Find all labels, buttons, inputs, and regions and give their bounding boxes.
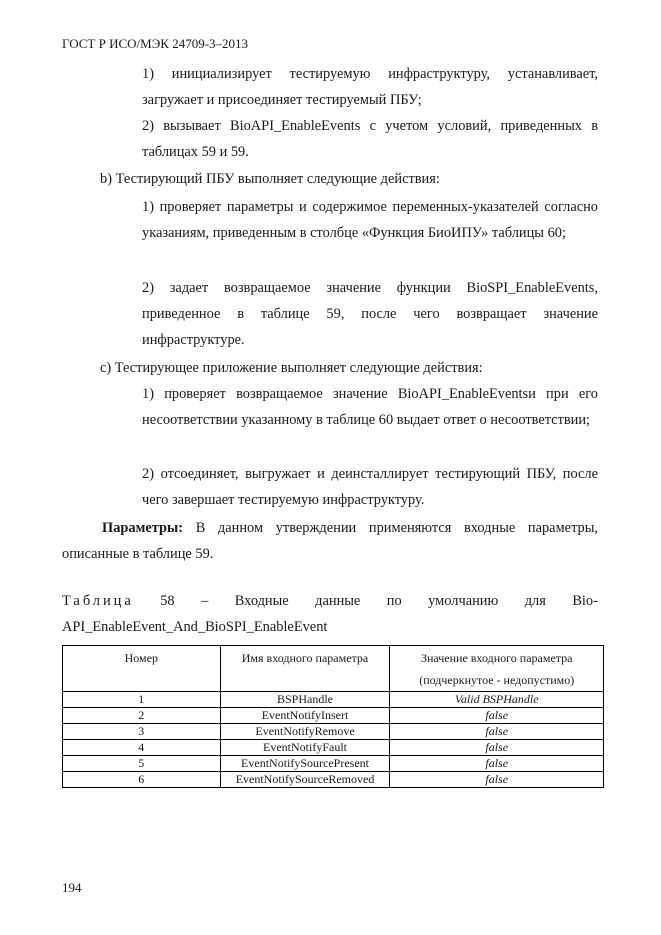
cell-number: 4: [63, 740, 221, 756]
table-row: [63, 772, 604, 788]
cell-param-name: EventNotifySourcePresent: [220, 756, 390, 772]
cell-param-value: false: [390, 772, 604, 788]
paragraph-b2: 2) задает возвращаемое значение функции BioSPI_EnableEvents, приведенное в таблице 59, после чего возвращает значение инфраструктуре.: [142, 280, 598, 348]
parameters-label: Параметры:: [102, 520, 184, 536]
cell-number: 5: [63, 756, 221, 772]
cell-param-name: EventNotifyInsert: [220, 708, 390, 724]
cell-number: 2: [63, 708, 221, 724]
header-param-value: Значение входного параметра (подчеркнутое - недопустимо): [390, 646, 604, 692]
document-header: ГОСТ Р ИСО/МЭК 24709-3–2013: [62, 36, 249, 51]
paragraph-b1: 1) проверяет параметры и содержимое переменных-указателей согласно указаниям, приведенным в столбце «Функция БиоИПУ» таблицы 60;: [142, 199, 598, 241]
caption-word: Таблица: [62, 593, 134, 609]
caption-word: Bio-: [572, 593, 598, 609]
table-row: [63, 724, 604, 740]
header-param-name: Имя входного параметра: [220, 646, 390, 692]
table-caption-line2: API_EnableEvent_And_BioSPI_EnableEvent: [62, 619, 328, 635]
paragraph-c2: 2) отсоединяет, выгружает и деинсталлирует тестирующий ПБУ, после чего завершает тестируемую инфраструктуру.: [142, 466, 598, 508]
table-header-row: [63, 646, 604, 692]
paragraph-a2: 2) вызывает BioAPI_EnableEvents с учетом условий, приведенных в таблицах 59 и 59.: [142, 118, 598, 160]
cell-param-name: BSPHandle: [220, 692, 390, 708]
cell-number: 6: [63, 772, 221, 788]
cell-param-value: false: [390, 756, 604, 772]
cell-param-name: EventNotifyFault: [220, 740, 390, 756]
page-number: 194: [62, 880, 82, 895]
cell-param-value: false: [390, 740, 604, 756]
caption-word: данные: [315, 593, 361, 609]
table-row: [63, 692, 604, 708]
cell-param-name: EventNotifyRemove: [220, 724, 390, 740]
cell-param-value: false: [390, 724, 604, 740]
table-row: [63, 756, 604, 772]
cell-param-value: Valid BSPHandle: [390, 692, 604, 708]
caption-word: Входные: [234, 593, 289, 609]
paragraph-c: c) Тестирующее приложение выполняет следующие действия:: [100, 360, 483, 376]
cell-number: 3: [63, 724, 221, 740]
paragraph-c1: 1) проверяет возвращаемое значение BioAPI_EnableEventsи при его несоответствии указанному в таблице 60 выдает ответ о несоответствии;: [142, 386, 598, 428]
parameters-paragraph: [62, 515, 598, 567]
caption-word: –: [201, 593, 209, 609]
caption-word: для: [524, 593, 546, 609]
cell-param-name: EventNotifySourceRemoved: [220, 772, 390, 788]
caption-word: умолчанию: [428, 593, 499, 609]
cell-number: 1: [63, 692, 221, 708]
cell-param-value: false: [390, 708, 604, 724]
parameters-text: В данном утверждении применяются входные параметры, описанные в таблице 59.: [62, 520, 598, 562]
table-caption: [62, 593, 598, 610]
table-row: [63, 740, 604, 756]
caption-word: 58: [160, 593, 175, 609]
header-number: Номер: [63, 646, 221, 692]
paragraph-a1: 1) инициализирует тестируемую инфраструктуру, устанавливает, загружает и присоединяет тестируемый ПБУ;: [142, 66, 598, 108]
caption-word: по: [386, 593, 402, 609]
parameters-table: [62, 645, 604, 788]
table-row: [63, 708, 604, 724]
paragraph-b: b) Тестирующий ПБУ выполняет следующие действия:: [100, 171, 440, 187]
